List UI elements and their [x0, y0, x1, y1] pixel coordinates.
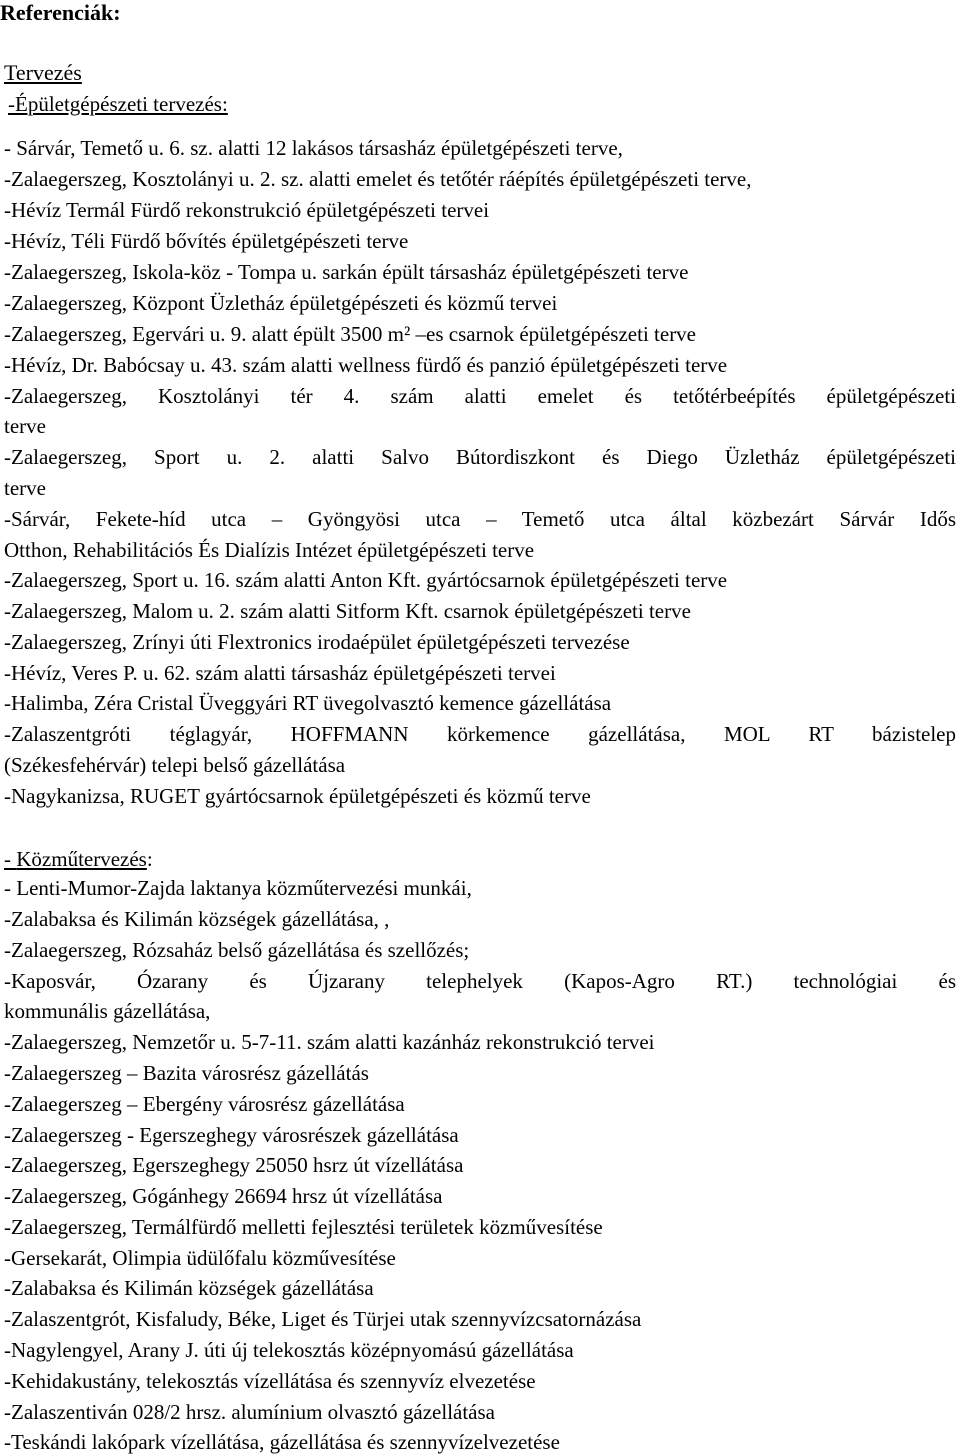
utility-design-heading	[4, 846, 956, 872]
list-item-continuation: kommunális gázellátása,	[4, 999, 211, 1023]
list-item: -Zalaegerszeg – Ebergény városrész gázellátása	[4, 1092, 405, 1116]
list-item: -Zalaszentiván 028/2 hrsz. alumínium olvasztó gázellátása	[4, 1400, 495, 1424]
list-item-continuation: (Székesfehérvár) telepi belső gázellátása	[4, 753, 346, 777]
list-item: -Zalaegerszeg, Malom u. 2. szám alatti Sitform Kft. csarnok épületgépészeti terve	[4, 599, 691, 623]
list-item: -Zalaegerszeg, Termálfürdő melletti fejlesztési területek közművesítése	[4, 1215, 603, 1239]
list-item: -Nagykanizsa, RUGET gyártócsarnok épületgépészeti és közmű terve	[4, 784, 591, 808]
list-item-continuation: terve	[4, 476, 46, 500]
list-item: - Lenti-Mumor-Zajda laktanya közműtervezési munkái,	[4, 876, 472, 900]
list-item: -Zalabaksa és Kilimán községek gázellátása, ,	[4, 907, 390, 931]
utility-heading-word: Közműtervezés	[16, 847, 147, 871]
list-item: -Zalaegerszeg – Bazita városrész gázellátás	[4, 1061, 369, 1085]
list-item: -Halimba, Zéra Cristal Üveggyári RT üvegolvasztó kemence gázellátása	[4, 691, 612, 715]
utility-heading-dash: -	[4, 847, 17, 871]
list-item-continuation: terve	[4, 414, 46, 438]
mech-design-heading: -Épületgépészeti tervezés:	[8, 92, 228, 116]
list-item: -Zalaszentgrót, Kisfaludy, Béke, Liget és Türjei utak szennyvízcsatornázása	[4, 1307, 642, 1331]
list-item: -Zalaegerszeg, Sport u. 16. szám alatti Anton Kft. gyártócsarnok épületgépészeti terve	[4, 568, 728, 592]
utility-heading-colon: :	[146, 847, 153, 871]
list-item: -Zalaszentgróti téglagyár, HOFFMANN körkemence gázellátása, MOL RT bázistelep	[4, 722, 956, 746]
design-heading: Tervezés	[4, 60, 82, 85]
list-item: -Hévíz, Téli Fürdő bővítés épületgépészeti terve	[4, 229, 409, 253]
list-item: -Hévíz Termál Fürdő rekonstrukció épületgépészeti tervei	[4, 198, 490, 222]
list-item: -Kaposvár, Ózarany és Újzarany telephelyek (Kapos-Agro RT.) technológiai és	[4, 969, 956, 993]
list-item: -Zalaegerszeg, Kosztolányi u. 2. sz. alatti emelet és tetőtér ráépítés épületgépészeti terve,	[4, 167, 752, 191]
list-item: -Zalaegerszeg, Nemzetőr u. 5-7-11. szám alatti kazánház rekonstrukció tervei	[4, 1030, 655, 1054]
list-item: -Zalaegerszeg, Gógánhegy 26694 hrsz út vízellátása	[4, 1184, 443, 1208]
list-item: -Zalaegerszeg, Egervári u. 9. alatt épült 3500 m² –es csarnok épületgépészeti terve	[4, 322, 697, 346]
list-item: -Gersekarát, Olimpia üdülőfalu közművesítése	[4, 1246, 396, 1270]
list-item: -Zalabaksa és Kilimán községek gázellátása	[4, 1276, 374, 1300]
list-item: -Zalaegerszeg, Központ Üzletház épületgépészeti és közmű tervei	[4, 291, 558, 315]
page-title: Referenciák:	[0, 0, 121, 25]
list-item: -Hévíz, Dr. Babócsay u. 43. szám alatti wellness fürdő és panzió épületgépészeti terve	[4, 353, 728, 377]
list-item: -Zalaegerszeg, Zrínyi úti Flextronics irodaépület épületgépészeti tervezése	[4, 630, 630, 654]
list-item: -Hévíz, Veres P. u. 62. szám alatti társasház épületgépészeti tervei	[4, 661, 556, 685]
list-item: -Nagylengyel, Arany J. úti új telekosztás középnyomású gázellátása	[4, 1338, 574, 1362]
list-item: -Zalaegerszeg - Egerszeghegy városrészek gázellátása	[4, 1123, 459, 1147]
list-item: -Zalaegerszeg, Kosztolányi tér 4. szám alatti emelet és tetőtérbeépítés épületgépészeti	[4, 384, 956, 408]
list-item: -Zalaegerszeg, Iskola-köz - Tompa u. sarkán épült társasház épületgépészeti terve	[4, 260, 689, 284]
list-item: - Sárvár, Temető u. 6. sz. alatti 12 lakásos társasház épületgépészeti terve,	[4, 136, 623, 160]
list-item: -Zalaegerszeg, Egerszeghegy 25050 hsrz út vízellátása	[4, 1153, 464, 1177]
list-item: -Sárvár, Fekete-híd utca – Gyöngyösi utca – Temető utca által közbezárt Sárvár Idős	[4, 507, 956, 531]
list-item-continuation: Otthon, Rehabilitációs És Dialízis Intézet épületgépészeti terve	[4, 538, 535, 562]
list-item: -Teskándi lakópark vízellátása, gázellátása és szennyvízelvezetése	[4, 1430, 560, 1454]
list-item: -Kehidakustány, telekosztás vízellátása és szennyvíz elvezetése	[4, 1369, 536, 1393]
list-item: -Zalaegerszeg, Rózsaház belső gázellátása és szellőzés;	[4, 938, 470, 962]
list-item: -Zalaegerszeg, Sport u. 2. alatti Salvo Bútordiszkont és Diego Üzletház épületgépészeti	[4, 445, 956, 469]
